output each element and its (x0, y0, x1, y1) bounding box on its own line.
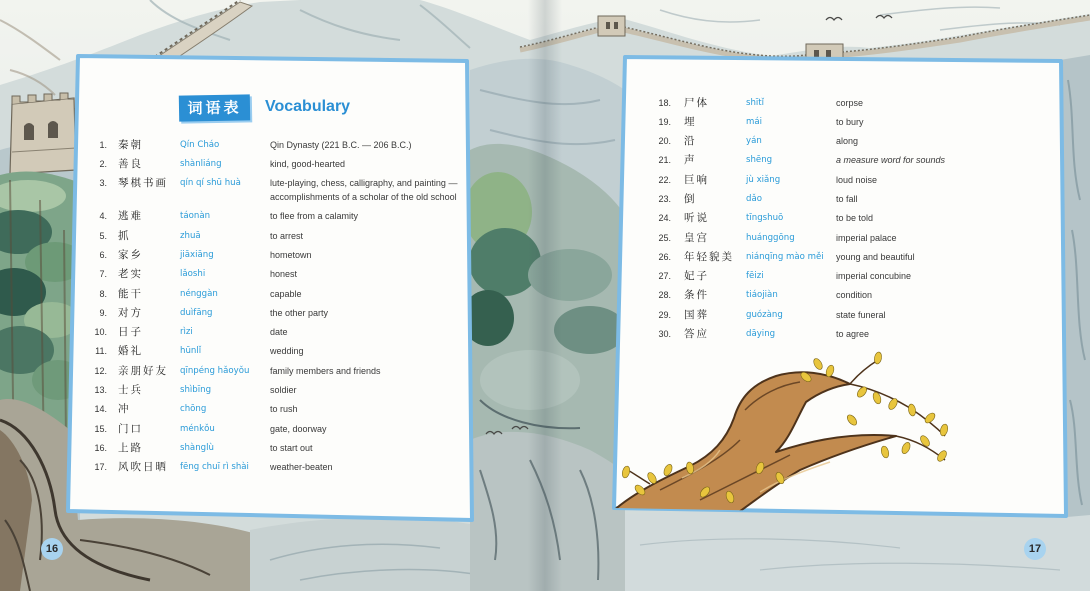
vocab-entry (86, 323, 462, 342)
vocab-entry (86, 284, 462, 303)
entry-pinyin: jù xiǎng (746, 174, 781, 185)
vocab-entry (650, 247, 1028, 266)
entry-english: capable (270, 288, 302, 299)
book-spine (528, 0, 562, 591)
entry-pinyin: nénggàn (180, 288, 218, 299)
entry-number: 10. (94, 327, 107, 338)
entry-hanzi: 琴棋书画 (118, 177, 168, 190)
entry-english: soldier (270, 385, 297, 396)
entry-english: imperial concubine (836, 271, 912, 282)
entry-pinyin: yán (746, 136, 762, 147)
entry-english: to rush (270, 404, 298, 415)
entry-english: to bury (836, 116, 864, 127)
vocab-entry (86, 419, 462, 438)
entry-hanzi: 巨响 (684, 173, 709, 186)
watchtower-left-icon (10, 93, 76, 174)
entry-hanzi: 条件 (684, 289, 709, 302)
entry-english: date (270, 327, 288, 338)
vocab-entry (86, 400, 462, 419)
entry-number: 25. (658, 232, 671, 243)
entry-hanzi: 答应 (684, 328, 709, 341)
entry-number: 23. (658, 194, 671, 205)
entry-pinyin: shànliáng (180, 158, 222, 169)
entry-number: 5. (99, 230, 107, 241)
entry-number: 13. (94, 385, 107, 396)
entry-english: honest (270, 269, 298, 280)
entry-pinyin: dǎo (746, 194, 762, 205)
vocab-entry (86, 265, 462, 284)
entry-pinyin: shànglù (180, 442, 214, 453)
entry-pinyin: guózàng (746, 309, 783, 320)
entry-hanzi: 冲 (118, 403, 131, 416)
vocab-entry (86, 174, 462, 207)
entry-pinyin: mái (746, 116, 763, 127)
entry-number: 18. (658, 97, 671, 108)
entry-hanzi: 老实 (118, 268, 143, 281)
vocab-entry (650, 132, 1028, 151)
entry-number: 20. (658, 136, 671, 147)
page-number-left: 16 (41, 538, 63, 560)
entry-hanzi: 日子 (118, 326, 143, 339)
vocab-entry (650, 170, 1028, 189)
entry-english: along (836, 136, 859, 147)
vocab-entry (650, 286, 1028, 305)
entry-number: 1. (99, 139, 107, 150)
entry-english: condition (836, 290, 873, 301)
vocab-entry (650, 112, 1028, 131)
vocab-entry (650, 228, 1028, 247)
entry-number: 21. (658, 155, 671, 166)
entry-number: 11. (95, 346, 107, 357)
entry-pinyin: chōng (180, 404, 207, 415)
entry-hanzi: 善良 (118, 157, 143, 170)
entry-pinyin: fēizi (746, 271, 764, 282)
entry-number: 14. (94, 404, 107, 415)
entry-pinyin: ménkǒu (180, 423, 215, 434)
entry-hanzi: 声 (684, 154, 697, 167)
entry-english: state funeral (836, 309, 886, 320)
entry-hanzi: 亲朋好友 (118, 364, 168, 377)
entry-hanzi: 对方 (118, 306, 143, 319)
entry-pinyin: tīngshuō (746, 213, 784, 224)
entry-hanzi: 士兵 (118, 384, 143, 397)
entry-hanzi: 逃难 (118, 210, 143, 223)
entry-number: 6. (99, 250, 107, 261)
entry-english: corpse (836, 97, 864, 108)
vocab-entry (650, 209, 1028, 228)
vocab-entry (86, 226, 462, 245)
entry-number: 24. (658, 213, 671, 224)
entry-number: 16. (94, 442, 107, 453)
vocab-entry (86, 380, 462, 399)
entry-hanzi: 国葬 (684, 308, 709, 321)
entry-pinyin: táonàn (180, 211, 211, 222)
entry-number: 2. (99, 158, 107, 169)
entry-hanzi: 年轻貌美 (684, 250, 734, 263)
entry-pinyin: shìbīng (180, 385, 212, 396)
entry-english: gate, doorway (270, 423, 327, 434)
vocabulary-list-right (650, 93, 1028, 344)
entry-number: 8. (99, 288, 107, 299)
entry-number: 4. (99, 211, 107, 222)
vocab-entry (650, 189, 1028, 208)
entry-hanzi: 倒 (684, 193, 697, 206)
vocab-entry (86, 342, 462, 361)
entry-number: 27. (658, 271, 671, 282)
vocab-entry (86, 303, 462, 322)
entry-hanzi: 上路 (118, 441, 143, 454)
entry-english: to be told (836, 213, 874, 224)
entry-english: to start out (270, 442, 313, 453)
entry-hanzi: 埋 (684, 115, 697, 128)
entry-pinyin: shēng (746, 155, 773, 166)
entry-english: loud noise (836, 174, 878, 185)
vocab-entry (86, 207, 462, 226)
entry-pinyin: duìfāng (180, 307, 213, 318)
entry-english: imperial palace (836, 232, 897, 243)
entry-number: 15. (94, 423, 107, 434)
entry-number: 12. (94, 365, 107, 376)
entry-hanzi: 能干 (118, 287, 143, 300)
entry-pinyin: jiāxiāng (180, 250, 214, 261)
entry-hanzi: 沿 (684, 135, 697, 148)
entry-english: a measure word for sounds (836, 155, 946, 166)
vocab-entry (650, 324, 1028, 343)
vocab-entry (86, 438, 462, 457)
entry-hanzi: 妃子 (684, 270, 709, 283)
vocab-entry (86, 458, 462, 477)
entry-pinyin: qín qí shū huà (180, 178, 241, 189)
entry-english: hometown (270, 250, 312, 261)
entry-hanzi: 风吹日晒 (118, 461, 168, 474)
page-number-right: 17 (1024, 538, 1046, 560)
entry-pinyin: niánqīng mào měi (746, 251, 824, 262)
entry-english: weather-beaten (270, 462, 333, 473)
entry-hanzi: 皇宫 (684, 231, 709, 244)
entry-hanzi: 门口 (118, 422, 143, 435)
vocab-entry (650, 93, 1028, 112)
entry-number: 9. (99, 307, 107, 318)
entry-hanzi: 听说 (684, 212, 709, 225)
vocab-entry (650, 305, 1028, 324)
vocab-entry (650, 267, 1028, 286)
entry-pinyin: rìzi (180, 327, 193, 338)
vocab-entry (86, 135, 462, 154)
entry-number: 22. (658, 174, 671, 185)
entry-number: 30. (658, 329, 671, 340)
entry-pinyin: dāying (746, 329, 776, 340)
entry-pinyin: hūnlǐ (180, 346, 202, 357)
entry-number: 17. (94, 462, 107, 473)
entry-english: Qin Dynasty (221 B.C. — 206 B.C.) (270, 139, 412, 150)
entry-english: to flee from a calamity (270, 211, 359, 222)
entry-hanzi: 家乡 (118, 249, 143, 262)
entry-pinyin: tiáojiàn (746, 290, 778, 301)
entry-pinyin: fēng chuī rì shài (180, 462, 249, 473)
vocab-entry (86, 361, 462, 380)
entry-number: 28. (658, 290, 671, 301)
entry-english: lute-playing, chess, calligraphy, and painting — accomplishments of a scholar of the old school (270, 178, 458, 203)
entry-pinyin: zhuā (180, 230, 201, 241)
entry-english: young and beautiful (836, 251, 915, 262)
vocabulary-title-english: Vocabulary (265, 98, 351, 115)
entry-number: 26. (658, 251, 671, 262)
entry-number: 19. (658, 116, 671, 127)
entry-pinyin: shītǐ (746, 97, 765, 108)
entry-english: wedding (270, 346, 304, 357)
entry-english: the other party (270, 307, 329, 318)
entry-number: 7. (99, 269, 107, 280)
vocabulary-title-chinese: 词语表 (179, 94, 250, 121)
entry-number: 29. (658, 309, 671, 320)
entry-english: to fall (836, 194, 858, 205)
entry-hanzi: 抓 (118, 229, 131, 242)
entry-pinyin: lǎoshi (180, 269, 206, 280)
entry-english: to arrest (270, 230, 304, 241)
entry-pinyin: huánggōng (746, 232, 795, 243)
entry-hanzi: 秦朝 (118, 138, 143, 151)
entry-pinyin: Qín Cháo (180, 139, 220, 150)
entry-pinyin: qīnpéng hǎoyǒu (180, 365, 250, 376)
entry-english: to agree (836, 329, 870, 340)
vocab-entry (86, 154, 462, 173)
entry-hanzi: 婚礼 (118, 345, 143, 358)
vocab-entry (86, 245, 462, 264)
vocabulary-list-left (86, 135, 462, 477)
entry-english: family members and friends (270, 365, 381, 376)
mountains-bottom (250, 512, 1090, 591)
entry-hanzi: 尸体 (684, 96, 709, 109)
entry-number: 3. (99, 178, 107, 189)
vocab-entry (650, 151, 1028, 170)
entry-english: kind, good-hearted (270, 158, 346, 169)
